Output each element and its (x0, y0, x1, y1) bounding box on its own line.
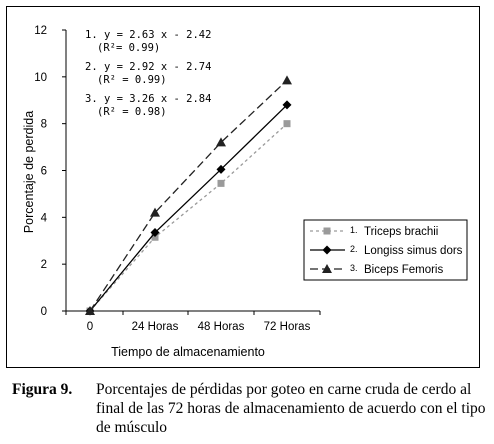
x-axis-label: Tiempo de almacenamiento (111, 345, 265, 359)
caption-label: Figura 9. (12, 381, 73, 398)
y-tick-label: 2 (40, 259, 47, 272)
caption-text: Porcentajes de pérdidas por goteo en carne cruda de cerdo al final de las 72 horas de almacenamiento de acuerdo con el tipo de músculo (96, 381, 486, 436)
r-squared-text: (R² = 0.98) (97, 106, 167, 118)
x-tick-label: 0 (86, 321, 94, 333)
y-ticks (34, 25, 66, 318)
series-line (90, 105, 287, 311)
data-point (284, 121, 290, 127)
series-line (90, 124, 287, 311)
data-point (282, 75, 292, 84)
legend-number: 2. (350, 244, 358, 254)
r-squared-text: (R² = 0.99) (97, 74, 167, 86)
legend-number: 1. (350, 225, 358, 235)
data-point (324, 228, 330, 234)
y-tick-label: 12 (34, 25, 47, 37)
x-tick-label: 72 Horas (263, 321, 311, 333)
series (87, 121, 290, 314)
y-tick-label: 10 (34, 71, 47, 84)
legend (304, 220, 467, 280)
y-tick-label: 0 (40, 306, 47, 318)
y-tick-label: 4 (40, 212, 47, 225)
equation-text: 1. y = 2.63 x - 2.42 (85, 29, 212, 41)
legend-label: Triceps brachii (364, 226, 439, 238)
equation-text: 3. y = 3.26 x - 2.84 (85, 93, 212, 105)
x-tick-label: 48 Horas (197, 321, 245, 333)
x-ticks (66, 311, 320, 333)
legend-label: Longiss simus dors (364, 245, 463, 257)
data-point (218, 180, 224, 186)
y-tick-label: 6 (40, 165, 47, 178)
legend-number: 3. (350, 263, 358, 273)
x-tick-label: 24 Horas (131, 321, 179, 333)
equation-text: 2. y = 2.92 x - 2.74 (85, 61, 212, 73)
regression-equations (85, 29, 211, 118)
y-tick-label: 8 (40, 118, 47, 131)
legend-label: Biceps Femoris (364, 264, 444, 276)
r-squared-text: (R²= 0.99) (97, 42, 161, 54)
series (86, 100, 292, 315)
y-axis-label: Porcentaje de perdida (22, 110, 36, 234)
